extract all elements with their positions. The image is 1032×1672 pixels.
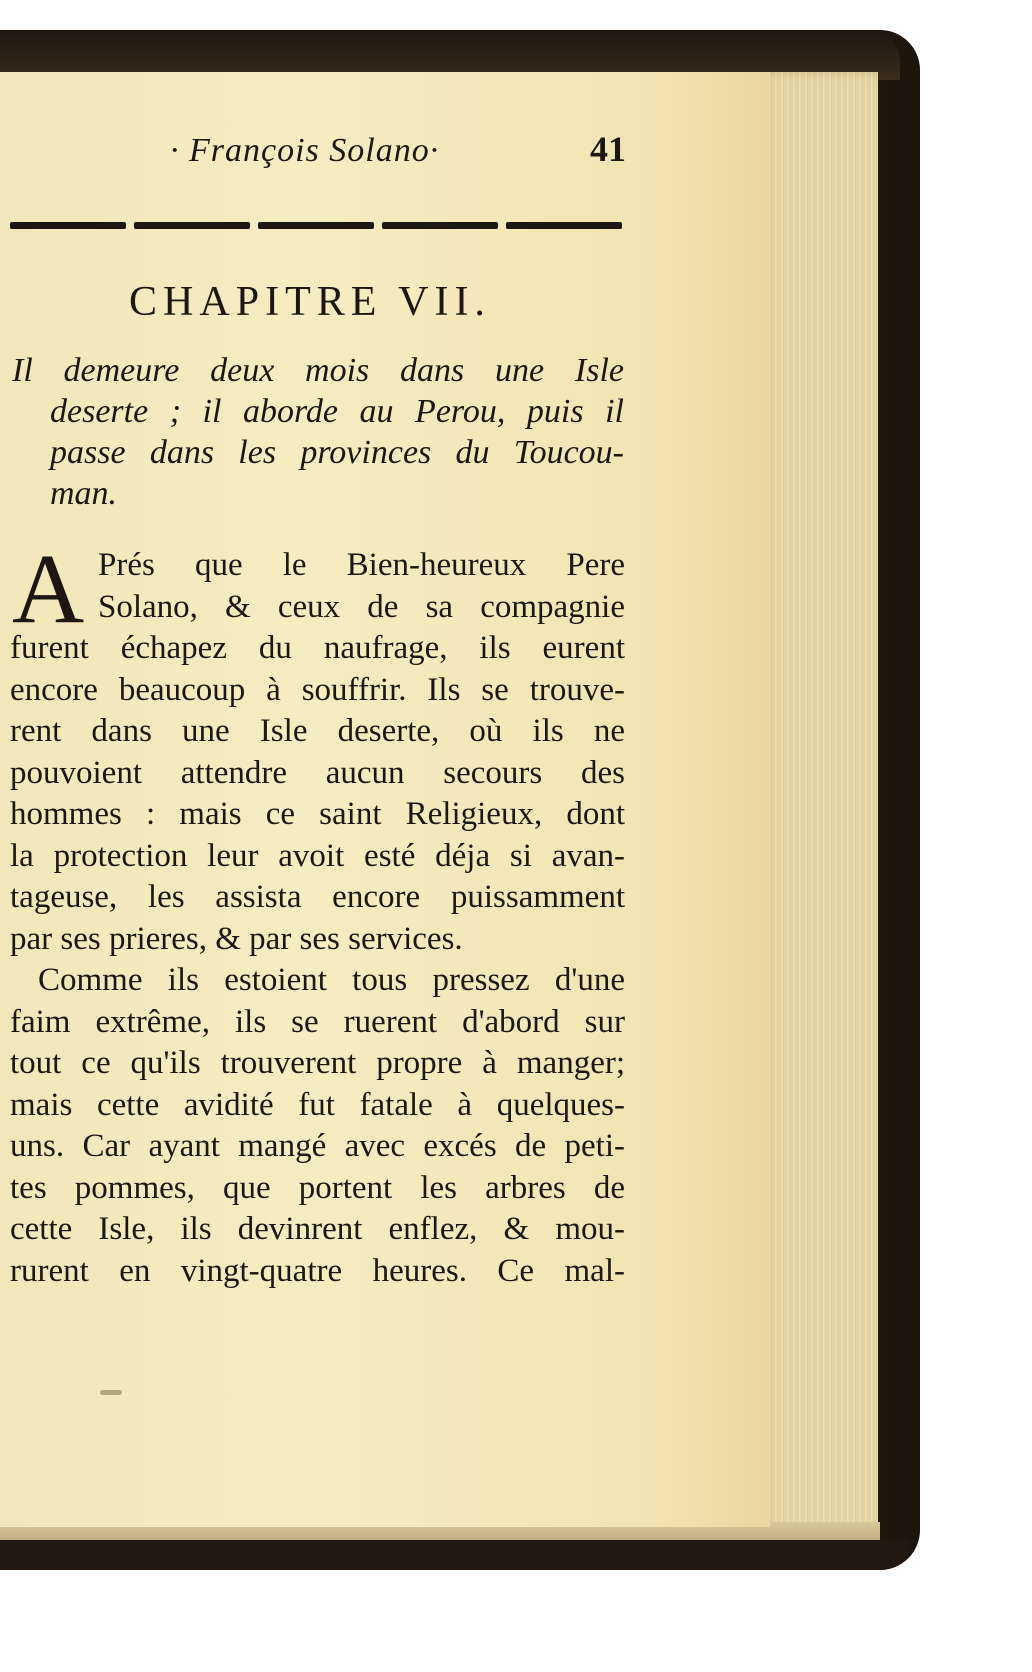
text-line: encore beaucoup à souffrir. Ils se trouve- xyxy=(10,671,625,708)
text-line: Solano, & ceux de sa compagnie xyxy=(98,588,625,625)
text-line: par ses prieres, & par ses services. xyxy=(10,920,463,957)
text-line: Prés que le Bien-heureux Pere xyxy=(98,547,625,583)
summary-line: deserte ; il aborde au Perou, puis il xyxy=(50,393,624,430)
chapter-summary xyxy=(12,350,624,514)
book-cover-bottom xyxy=(0,1540,910,1570)
text-line: rurent en vingt-quatre heures. Ce mal- xyxy=(10,1252,625,1289)
text-line: rent dans une Isle deserte, où ils ne xyxy=(10,713,625,749)
text-line: faim extrême, ils se ruerent d'abord sur xyxy=(10,1003,625,1040)
summary-line: passe dans les provinces du Toucou- xyxy=(50,434,624,471)
text-line: tout ce qu'ils trouverent propre à manger; xyxy=(10,1045,625,1081)
text-line: tageuse, les assista encore puissamment xyxy=(10,879,625,915)
ink-smudge xyxy=(100,1390,122,1395)
text-line: cette Isle, ils devinrent enflez, & mou- xyxy=(10,1211,625,1247)
rule-segment xyxy=(134,222,250,229)
text-line: hommes : mais ce saint Religieux, dont xyxy=(10,796,625,832)
page-edges xyxy=(760,72,878,1532)
body-text xyxy=(10,533,625,1292)
text-line: furent échapez du naufrage, ils eurent xyxy=(10,630,625,666)
summary-line: man. xyxy=(50,475,118,512)
text-line: mais cette avidité fut fatale à quelques- xyxy=(10,1086,625,1123)
summary-line: Il demeure deux mois dans une Isle xyxy=(12,352,624,389)
drop-cap: A xyxy=(12,533,85,644)
running-title: · François Solano· xyxy=(170,132,440,169)
header-rule xyxy=(10,222,622,232)
rule-segment xyxy=(382,222,498,229)
chapter-title: CHAPITRE VII. xyxy=(129,279,491,325)
text-line: la protection leur avoit esté déja si avan- xyxy=(10,837,625,874)
page-header xyxy=(150,129,750,182)
rule-segment xyxy=(10,222,126,229)
rule-segment xyxy=(506,222,622,229)
text-line: uns. Car ayant mangé avec excés de peti- xyxy=(10,1128,625,1164)
text-line: Comme ils estoient tous pressez d'une xyxy=(38,962,625,998)
page-number: 41 xyxy=(590,129,626,169)
rule-segment xyxy=(258,222,374,229)
text-line: pouvoient attendre aucun secours des xyxy=(10,754,625,791)
text-line: tes pommes, que portent les arbres de xyxy=(10,1169,625,1206)
